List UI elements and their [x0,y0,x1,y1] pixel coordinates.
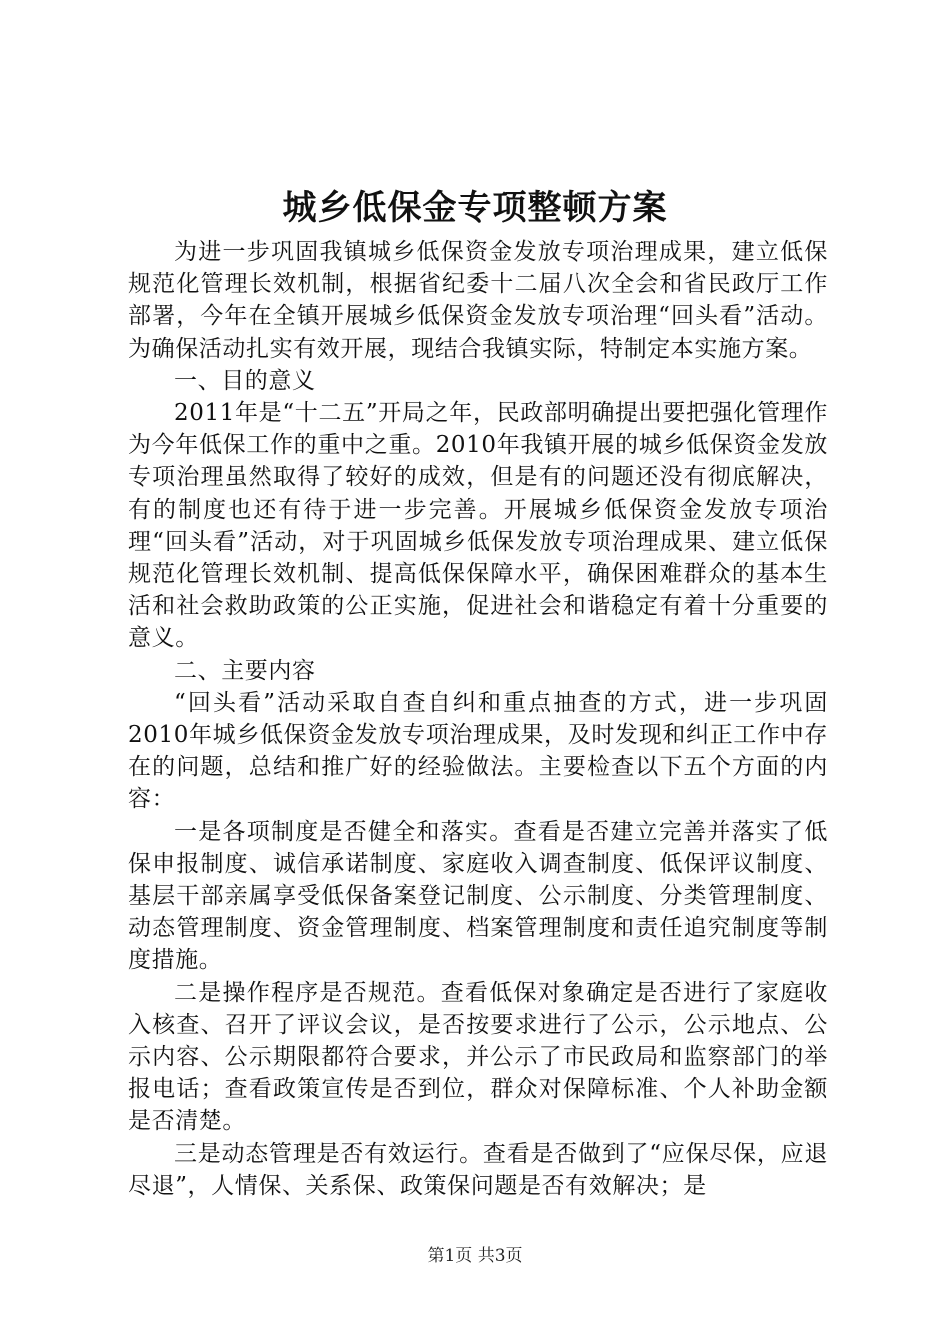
item-three-paragraph: 三是动态管理是否有效运行。查看是否做到了“应保尽保，应退尽退”，人情保、关系保、政策保问题是否有效解决；是 [128,1140,828,1199]
section-heading-purpose: 一、目的意义 [174,367,316,394]
purpose-paragraph: 2011年是“十二五”开局之年，民政部明确提出要把强化管理作为今年低保工作的重中之重。2010年我镇开展的城乡低保资金发放专项治理虽然取得了较好的成效，但是有的问题还没有彻底解决，有的制度也还有待于进一步完善。开展城乡低保资金发放专项治理“回头看”活动，对于巩固城乡低保发放专项治理成果、建立低保规范化管理长效机制、提高低保保障水平，确保困难群众的基本生活和社会救助政策的公正实施，促进社会和谐稳定有着十分重要的意义。 [128,400,828,652]
content-intro-paragraph: “回头看”活动采取自查自纠和重点抽查的方式，进一步巩固2010年城乡低保资金发放专项治理成果，及时发现和纠正工作中存在的问题，总结和推广好的经验做法。主要检查以下五个方面的内容： [128,689,828,813]
document-body [128,236,828,1202]
item-two-paragraph: 二是操作程序是否规范。查看低保对象确定是否进行了家庭收入核查、召开了评议会议，是否按要求进行了公示，公示地点、公示内容、公示期限都符合要求，并公示了市民政局和监察部门的举报电话；查看政策宣传是否到位，群众对保障标准、个人补助金额是否清楚。 [128,979,828,1135]
intro-paragraph: 为进一步巩固我镇城乡低保资金发放专项治理成果，建立低保规范化管理长效机制，根据省纪委十二届八次全会和省民政厅工作部署，今年在全镇开展城乡低保资金发放专项治理“回头看”活动。为确保活动扎实有效开展，现结合我镇实际，特制定本实施方案。 [128,239,828,362]
page-footer: 第1页 共3页 [427,1246,523,1266]
section-heading-content: 二、主要内容 [174,657,316,684]
item-one-paragraph: 一是各项制度是否健全和落实。查看是否建立完善并落实了低保申报制度、诚信承诺制度、家庭收入调查制度、低保评议制度、基层干部亲属享受低保备案登记制度、公示制度、分类管理制度、动态管理制度、资金管理制度、档案管理制度和责任追究制度等制度措施。 [128,818,828,974]
document-title: 城乡低保金专项整顿方案 [282,188,668,228]
